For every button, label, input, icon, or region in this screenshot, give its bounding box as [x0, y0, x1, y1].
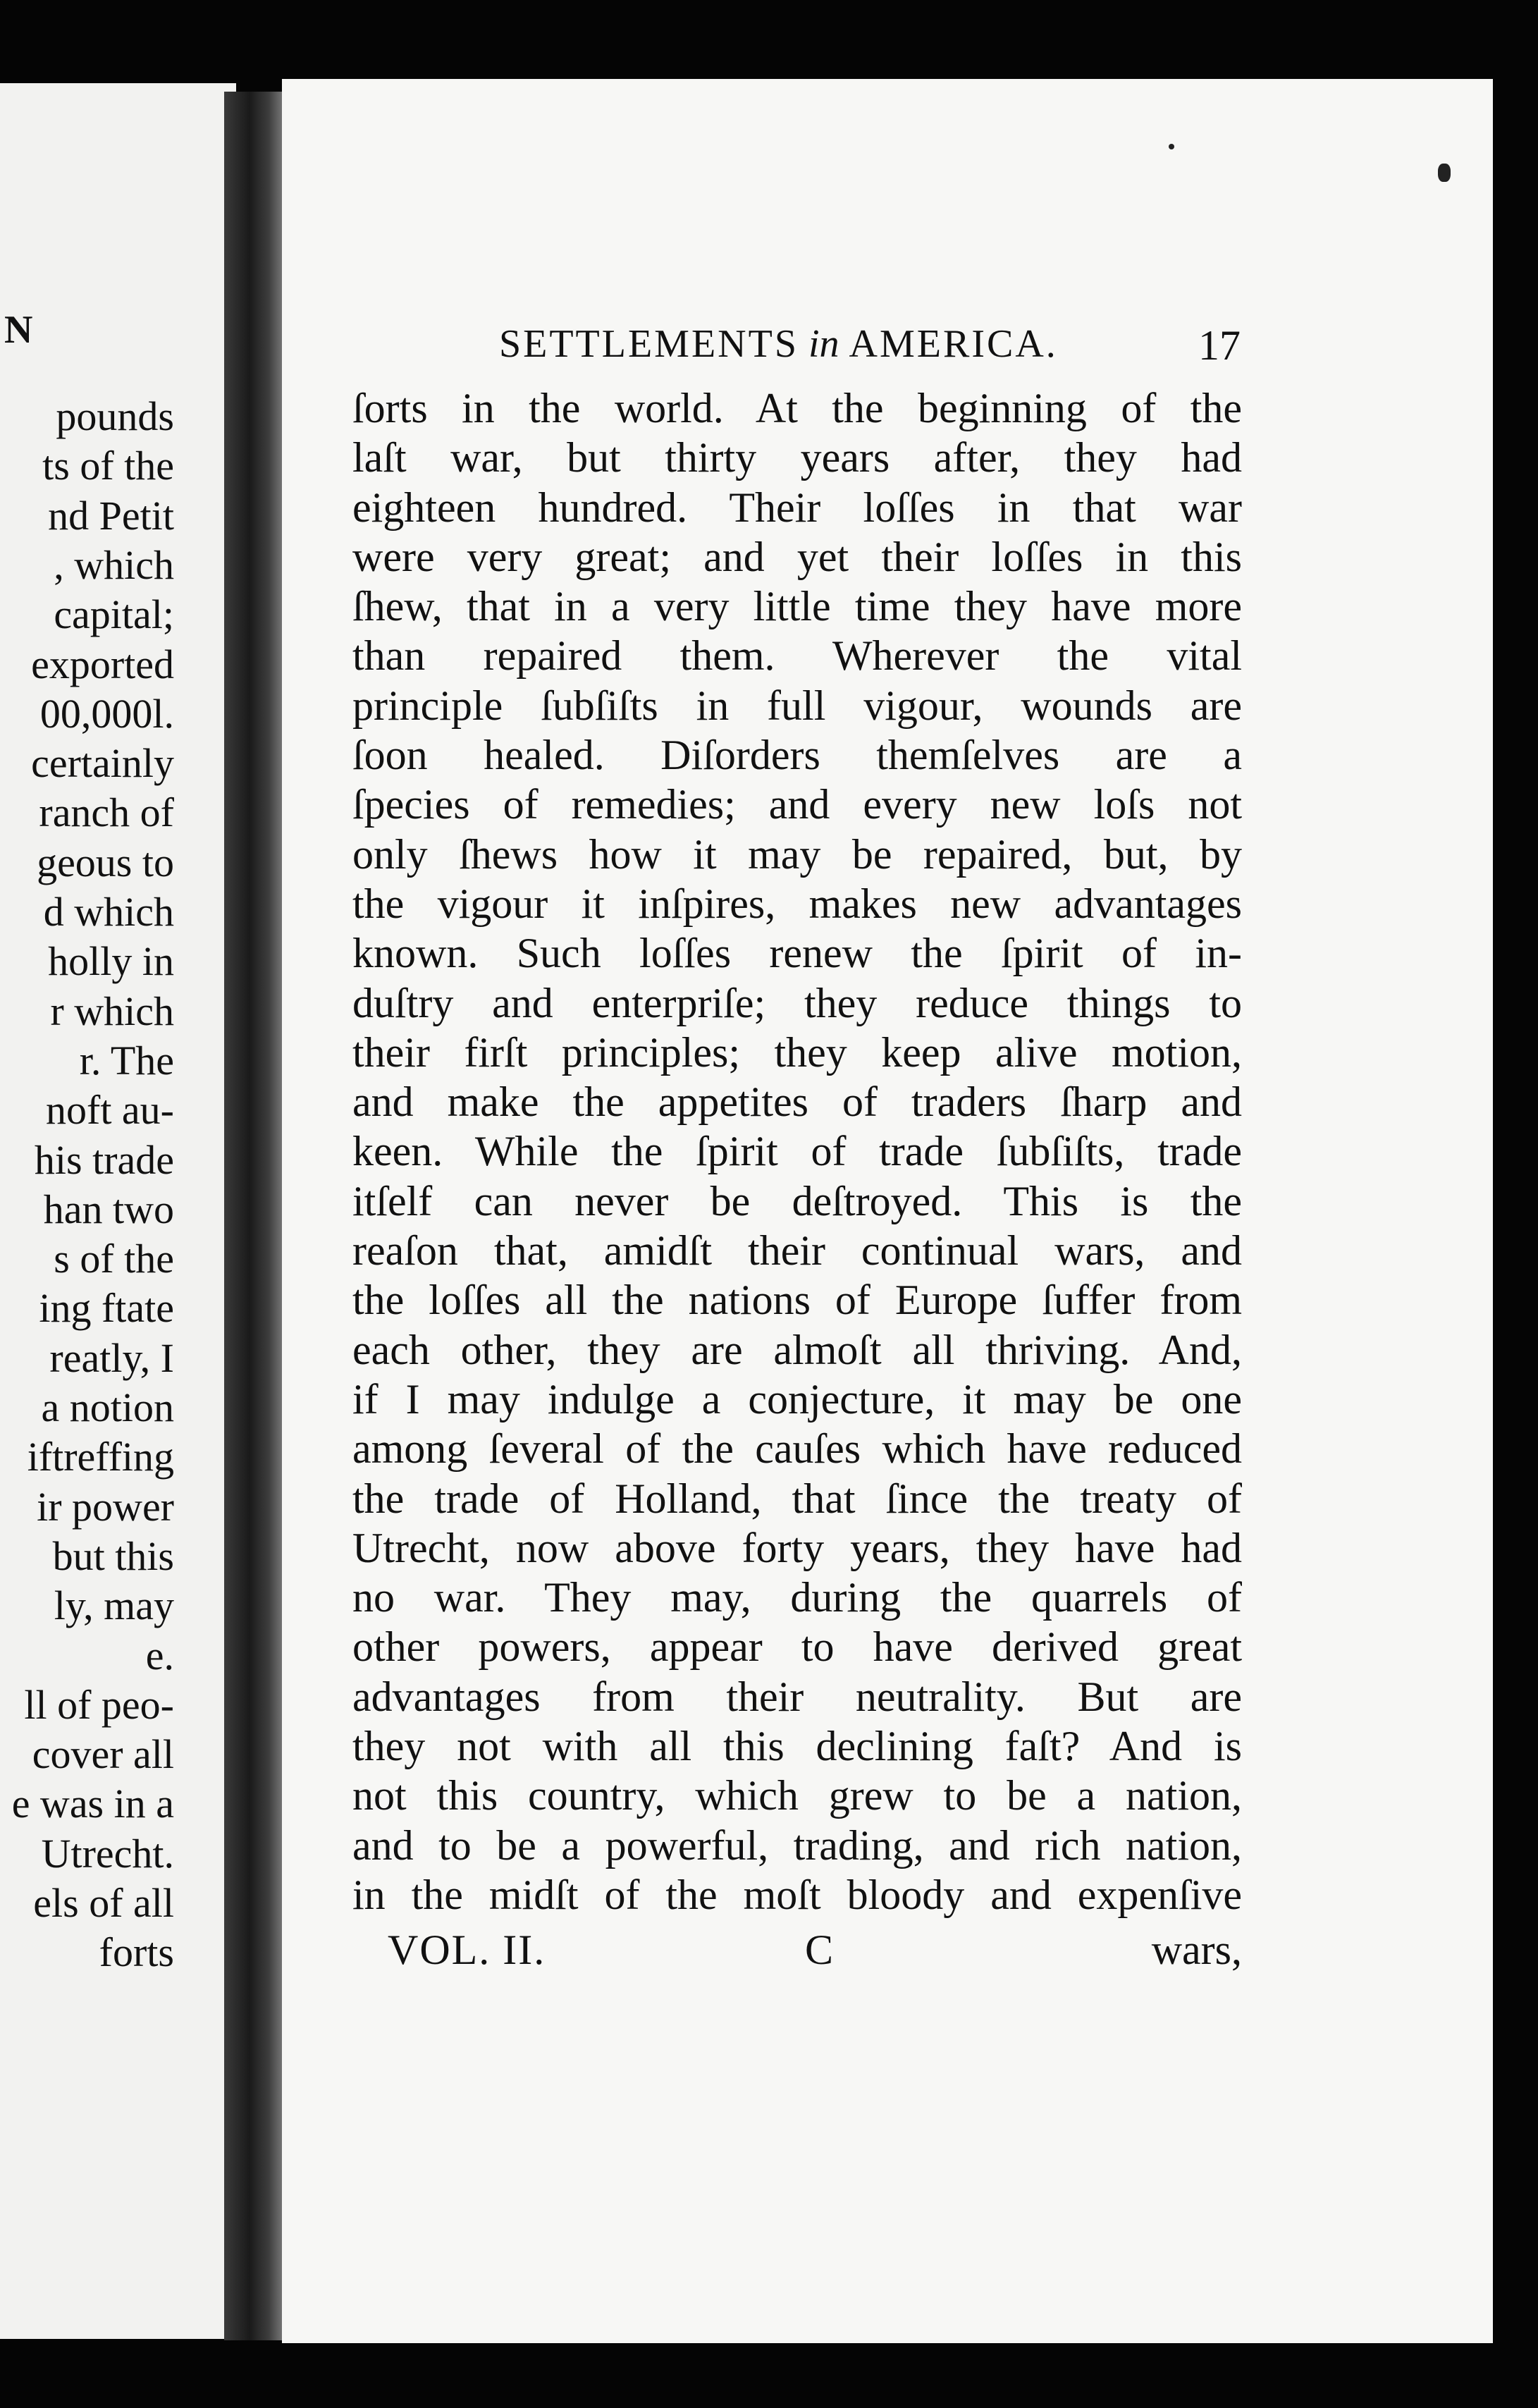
body-text [352, 383, 1242, 1919]
text-line: and to be a powerful, trading, and rich nation, [352, 1822, 1242, 1869]
text-line: advantages from their neutrality. But are [352, 1673, 1242, 1720]
text-line: and make the appetites of traders ſharp and [352, 1079, 1242, 1126]
running-head-america: AMERICA. [849, 322, 1058, 366]
text-line: among ſeveral of the cauſes which have reduced [352, 1425, 1242, 1473]
text-line: duſtry and enterpriſe; they reduce things to [352, 979, 1242, 1026]
left-page-line: d which [43, 889, 174, 935]
text-line: the vigour it inſpires, makes new advantages [352, 880, 1242, 927]
text-line: known. Such loſſes renew the ſpirit of in- [352, 930, 1242, 977]
running-head [499, 321, 1058, 367]
left-page-line: cover all [32, 1731, 174, 1778]
text-line: only ſhews how it may be repaired, but, by [352, 830, 1242, 878]
text-line: principle ſubſiſts in full vigour, wounds are [352, 682, 1242, 729]
left-facing-page [0, 83, 236, 2339]
text-line: reaſon that, amidſt their continual wars, and [352, 1227, 1242, 1274]
left-page-line: certainly [31, 740, 174, 787]
text-line: laſt war, but thirty years after, they had [352, 434, 1242, 481]
paper-speck [1169, 144, 1174, 149]
left-page-line: noft au- [46, 1087, 174, 1134]
paper-speck [1438, 164, 1451, 182]
left-page-line: ts of the [42, 443, 174, 489]
text-line: ſpecies of remedies; and every new loſs not [352, 781, 1242, 828]
left-page-line: iftreffing [27, 1434, 174, 1480]
text-line: the trade of Holland, that ſince the treaty of [352, 1475, 1242, 1522]
left-page-line: 00,000l. [39, 690, 174, 737]
text-line: other powers, appear to have derived great [352, 1623, 1242, 1671]
text-line: in the midſt of the moſt bloody and expenſive [352, 1871, 1242, 1918]
left-page-line: pounds [56, 393, 174, 439]
text-line: their firſt principles; they keep alive motion, [352, 1028, 1242, 1076]
text-line: ſhew, that in a very little time they have more [352, 583, 1242, 630]
text-line: itſelf can never be deſtroyed. This is the [352, 1177, 1242, 1224]
left-page-line: ir power [37, 1483, 174, 1530]
signature-mark: C [805, 1927, 834, 1973]
text-line: no war. They may, during the quarrels of [352, 1574, 1242, 1621]
left-page-line: els of all [33, 1880, 174, 1926]
page-number: 17 [1198, 322, 1241, 369]
left-page-line: capital; [54, 591, 174, 638]
text-line: the loſſes all the nations of Europe ſuffer from [352, 1277, 1242, 1324]
text-line: Utrecht, now above forty years, they have had [352, 1524, 1242, 1571]
running-head-settlements: SETTLEMENTS [499, 322, 799, 366]
text-line: than repaired them. Wherever the vital [352, 632, 1242, 680]
left-page-line: ll of peo- [24, 1681, 174, 1728]
left-page-line: han two [43, 1186, 174, 1232]
text-line: they not with all this declining faſt? And is [352, 1723, 1242, 1770]
left-page-line: Utrecht. [41, 1830, 174, 1876]
right-main-page [282, 79, 1493, 2343]
left-page-line: e was in a [11, 1781, 174, 1827]
left-page-line: a notion [41, 1384, 174, 1430]
left-page-line: nd Petit [48, 492, 174, 539]
left-page-line: r which [50, 988, 174, 1034]
left-page-line: r. The [79, 1037, 174, 1083]
text-line: ſoon healed. Diſorders themſelves are a [352, 732, 1242, 779]
left-page-line: his trade [34, 1136, 174, 1183]
left-page-line: ranch of [39, 790, 174, 836]
volume-label: VOL. II. [388, 1927, 546, 1973]
left-page-line: forts [99, 1929, 174, 1976]
left-page-line: ing ftate [39, 1285, 174, 1332]
left-page-line: exported [31, 641, 174, 687]
left-page-line: reatly, I [49, 1334, 174, 1381]
text-line: keen. While the ſpirit of trade ſubſiſts, trade [352, 1128, 1242, 1175]
text-line: ſorts in the world. At the beginning of the [352, 385, 1242, 431]
running-head-in: in [808, 322, 839, 366]
text-line: were very great; and yet their loſſes in this [352, 533, 1242, 580]
left-page-header-fragment: N [4, 308, 33, 352]
text-line: if I may indulge a conjecture, it may be one [352, 1375, 1242, 1423]
left-page-line: ly, may [54, 1583, 174, 1629]
left-page-line: , which [54, 541, 174, 588]
left-page-line: s of the [54, 1236, 174, 1282]
text-line: not this country, which grew to be a nation, [352, 1772, 1242, 1819]
left-page-line: geous to [37, 839, 174, 885]
catchword: wars, [1151, 1927, 1242, 1973]
left-page-line: holly in [48, 938, 174, 985]
text-line: eighteen hundred. Their loſſes in that war [352, 484, 1242, 531]
left-page-line: but this [52, 1532, 174, 1579]
left-page-line: e. [145, 1632, 174, 1678]
book-gutter-shadow [224, 92, 288, 2340]
text-line: each other, they are almoſt all thriving. And, [352, 1326, 1242, 1373]
